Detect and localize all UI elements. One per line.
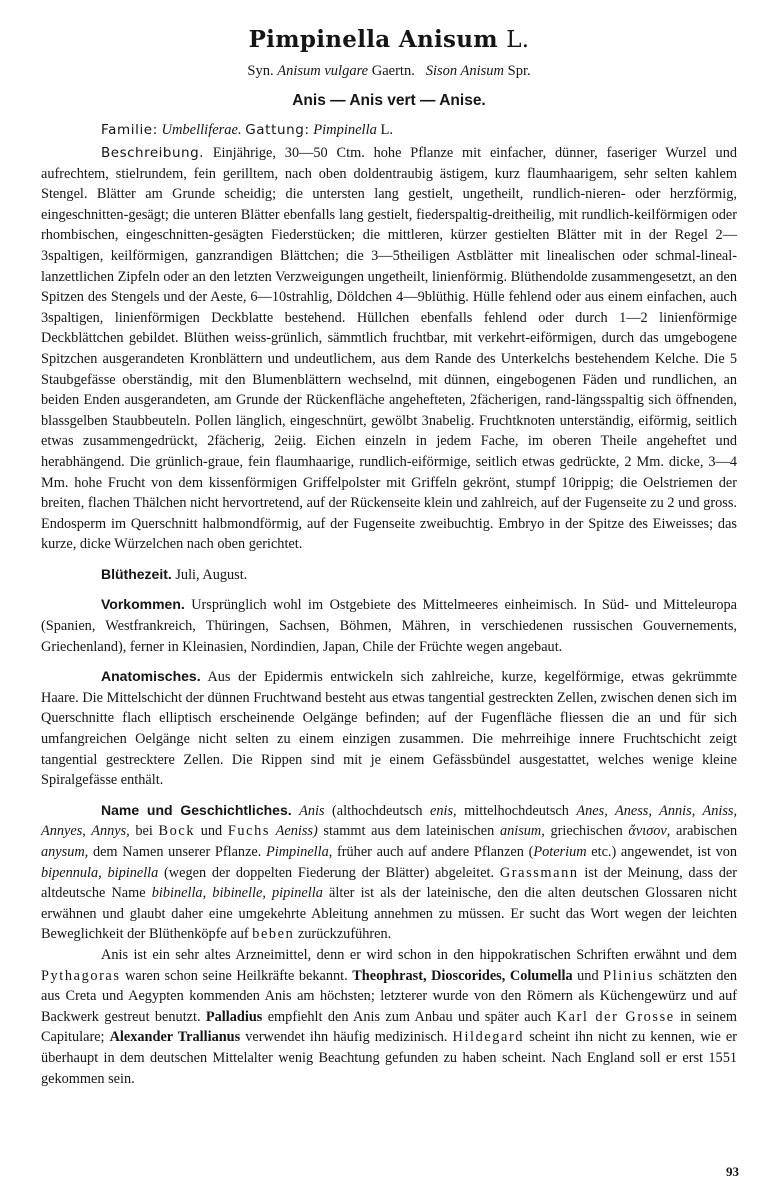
name-geschichte-heading: Name und Geschichtliches. (101, 801, 292, 818)
person-pythagoras: Pythagoras (41, 967, 121, 984)
ng-p1-t15: arabischen (675, 823, 738, 840)
ng-p1-t26: bibinella, bibinelle, pipinella (151, 885, 323, 902)
title-author: L. (506, 27, 530, 53)
person-fuchs: Fuchs (227, 823, 270, 840)
ng-p1-t14: ἄνισον, (628, 823, 671, 840)
name-geschichte-paragraph (41, 800, 737, 945)
page-title (41, 26, 737, 53)
anatomisches-heading: Anatomisches. (101, 668, 201, 685)
description-paragraph (41, 143, 737, 555)
ng-p1-t25: ist der Meinung, dass der altdeutsche Name (41, 864, 738, 902)
person-karl-der-grosse: Karl der Grosse (556, 1008, 675, 1025)
ng-p1-t20: Poterium (533, 844, 587, 860)
ng-p1-t23: (wegen der doppelten Fiederung der Blätter) abgeleitet. (164, 864, 495, 881)
ng-p1-t17: dem Namen unserer Pflanze. (92, 844, 262, 860)
page-number: 93 (726, 1164, 739, 1179)
ng-p2-t5: und (577, 967, 599, 984)
genus-label: Gattung: (245, 122, 310, 138)
ng-p1-t13: griechischen (550, 823, 623, 840)
family-line (101, 122, 737, 139)
synonyms-prefix: Syn. (247, 63, 274, 79)
synonym-1-author: Gaertn. (371, 63, 415, 79)
ng-p1-t5: Anes, Aness, Annis, Aniss, Annyes, Annys, (41, 802, 738, 840)
ng-p1-t3: enis, (430, 802, 457, 819)
ng-p2-t9: empfiehlt den Anis zum Anbau und später auch (267, 1008, 552, 1025)
family-name: Umbelliferae. (161, 122, 242, 138)
synonym-1: Anisum vulgare (277, 63, 369, 79)
person-palladius: Palladius (205, 1008, 263, 1025)
family-label: Familie: (101, 122, 158, 138)
ng-p1-t16: anysum, (41, 844, 89, 860)
ng-p1-t19: früher auch auf andere Pflanzen ( (337, 844, 534, 860)
ng-p1-t28: beben (252, 926, 295, 943)
ng-p1-t1: Anis (299, 802, 325, 819)
vorkommen-paragraph (41, 594, 737, 657)
ng-p1-t12: anisum, (499, 823, 545, 840)
ng-p2-t7: schätzten den aus Creta und Aegypten kommenden Anis am höchsten; letzterer wurde von den Römern als Küchengewürz und auf Backwerk gestreut benutzt. (41, 967, 738, 1025)
ng-p1-t22: bipennula, bipinella (41, 864, 159, 881)
ng-p2-t1: Anis ist ein sehr altes Arzneimittel, denn er wird schon in den hippokratischen Schriften erwähnt und dem (101, 946, 737, 963)
ng-p1-t18: Pimpinella, (266, 844, 333, 860)
ng-p1-t4: mittelhochdeutsch (464, 802, 569, 819)
persons-theophrast-dioscorides-columella: Theophrast, Dioscorides, Columella (352, 967, 573, 984)
ng-p1-t2: (althochdeutsch (332, 802, 423, 819)
title-species: Pimpinella Anisum (248, 26, 498, 53)
ng-p2-t3: waren schon seine Heilkräfte bekannt. (125, 967, 348, 984)
description-heading: Beschreibung. (101, 145, 204, 161)
person-alexander-trallianus: Alexander Trallianus (109, 1029, 241, 1046)
description-text: Einjährige, 30—50 Ctm. hohe Pflanze mit einfacher, dünner, faseriger Wurzel und aufrechtem, stielrundem, fein gerilltem, nach oben doldentraubig ästigem, kurz flaumhaarigem, sehr selten kahlem Stengel. Blätter am Grunde scheidig; die untersten lang gestielt, ungetheilt, rundlich-nieren- oder herzförmig, eingeschnitten-gesägt; die unteren Blätter ebenfalls lang gestielt, fiederspaltig-dreitheilig, mit rundlich-keilförmigen oder rhombischen, eingeschnitten-gesägten Fiederstücken; die mittleren, kürzer gestielten Blätter mit in der Regel 2—3spaltigen, keilförmigen, ganzrandigen Blättchen; die 3—5theiligen Astblätter mit linealischen oder schmal-lineal-lanzettlichen Zipfeln oder an den letzten Verzweigungen ungetheilt, linienförmig. Blüthendolde zusammengesetzt, an den Spitzen des Stengels und der Aeste, 6—10strahlig, Döldchen 4—9blüthig. Hülle fehlend oder aus einem einfachen, auch 3spaltigen, linienförmigen Deckblatte bestehend. Hüllchen ebenfalls fehlend oder durch 1—2 linienförmige Deckblättchen gebildet. Blüthen weiss-grünlich, sämmtlich fruchtbar, mit verkehrt-eiförmigen, durch das umgebogene Spitzchen ausgerandeten Kronblättern und undeutlichem, aus dem Rande des Unterkelchs bestehendem Kelche. Die 5 Staubgefässe oberständig, mit den Blumenblättern wechselnd, mit dünnen, eingebogenen Fäden und rundlichen, an beiden Enden ausgerandeten, am Grunde der Rückenfläche angehefteten, 2fächerigen, rand-längsspaltig sich öffnenden, blassgelben Staubbeuteln. Pollen länglich, eingeschnürt, gewölbt 3nabelig. Fruchtknoten unterständig, eiförmig, seitlich etwas zusammengedrückt, 2fächerig, 2eiig. Eichen einzeln in jedem Fache, im oberen Theile angeheftet und herabhängend. Die grünlich-graue, fein flaumhaarige, rundlich-eiförmige, seitlich etwas gedrückte, 2 Mm. dicke, 3—4 Mm. hohe Frucht von dem kissenförmigen Griffelpolster mit Griffeln gekrönt, stumpf 10rippig; die Oelstriemen der breiten, flachen Thälchen nicht hervortretend, auf der Rückenseite klein und zahlreich, auf der Fugenseite zu 2 und gross. Endosperm im Querschnitt halbmondförmig, auf der Fugenseite zweibuchtig. Embryo in der Spitze des Eiweisses; das kurze, dicke Würzelchen nach oben gerichtet. (41, 145, 737, 553)
ng-p2-t13: verwendet ihn häufig medizinisch. (245, 1029, 448, 1046)
vorkommen-heading: Vorkommen. (101, 596, 185, 613)
ng-p1-t6: bei (135, 823, 153, 840)
person-hildegard: Hildegard (452, 1029, 525, 1046)
synonym-2: Sison Anisum (425, 63, 504, 79)
anatomisches-paragraph (41, 666, 737, 791)
ng-p1-t21: etc.) angewendet, ist von (591, 844, 738, 860)
genus-name: Pimpinella (313, 122, 377, 138)
person-grassmann: Grassmann (499, 864, 579, 881)
ng-p1-t8: und (200, 823, 223, 840)
synonyms-line (41, 63, 737, 80)
bluethezeit-text: Juli, August. (175, 566, 248, 583)
vorkommen-text: Ursprünglich wohl im Ostgebiete des Mittelmeeres einheimisch. In Süd- und Mitteleuropa (Spanien, Westfrankreich, Thüringen, Sachsen, Böhmen, Mähren, in verschiedenen russischen Gouvernements, Griechenland), ferner in Kleinasien, Nordindien, Japan, Chile der Früchte wegen angebaut. (41, 597, 737, 655)
genus-author: L. (380, 122, 393, 138)
history-paragraph (41, 945, 737, 1089)
ng-p1-t11: stammt aus dem lateinischen (323, 823, 495, 840)
ng-p2-t15: scheint ihn nicht zu kennen, wie er überhaupt in dem deutschen Mittelalter wenig Beachtung gefunden zu haben scheint. Nach England soll er erst 1551 gekommen sein. (41, 1029, 738, 1087)
person-plinius: Plinius (603, 967, 655, 984)
synonym-2-author: Spr. (507, 63, 531, 79)
ng-p1-t29: zurückzuführen. (297, 926, 392, 943)
bluethezeit-heading: Blüthezeit. (101, 565, 172, 582)
ng-p1-t27: älter ist als der lateinische, den die alten deutschen Glossaren nicht erwähnen und glaubt daher eine umgekehrte Ableitung annehmen zu müssen. Er sucht das Wort wegen der leichten Beweglichkeit der Blüthenköpfe auf (41, 885, 738, 943)
ng-p1-t10: Aeniss) (275, 823, 318, 840)
anatomisches-text: Aus der Epidermis entwickeln sich zahlreiche, kurze, kegelförmige, etwas gekrümmte Haare. Die Mittelschicht der dünnen Fruchtwand besteht aus etwas tangential gestreckten Zellen, zwischen denen sich im Querschnitte flach elliptisch erscheinende Oelgänge befinden; auf der Fugenfläche fliessen die an und für sich umfangreichen Oelgänge nicht selten zu einem einzigen zusammen. Die mehrreihige innere Fruchtschicht zeigt tangential gestrecktere Zellen. Die Rippen sind mit je einem Gefässbündel ausgestattet, welches wenige kleine Spiralgefässe enthält. (41, 669, 737, 789)
bluethezeit-paragraph (41, 564, 737, 586)
common-names: Anis — Anis vert — Anise. (292, 92, 486, 109)
person-bock: Bock (158, 823, 196, 840)
ng-p2-t11: in seinem Capitulare; (41, 1008, 738, 1046)
